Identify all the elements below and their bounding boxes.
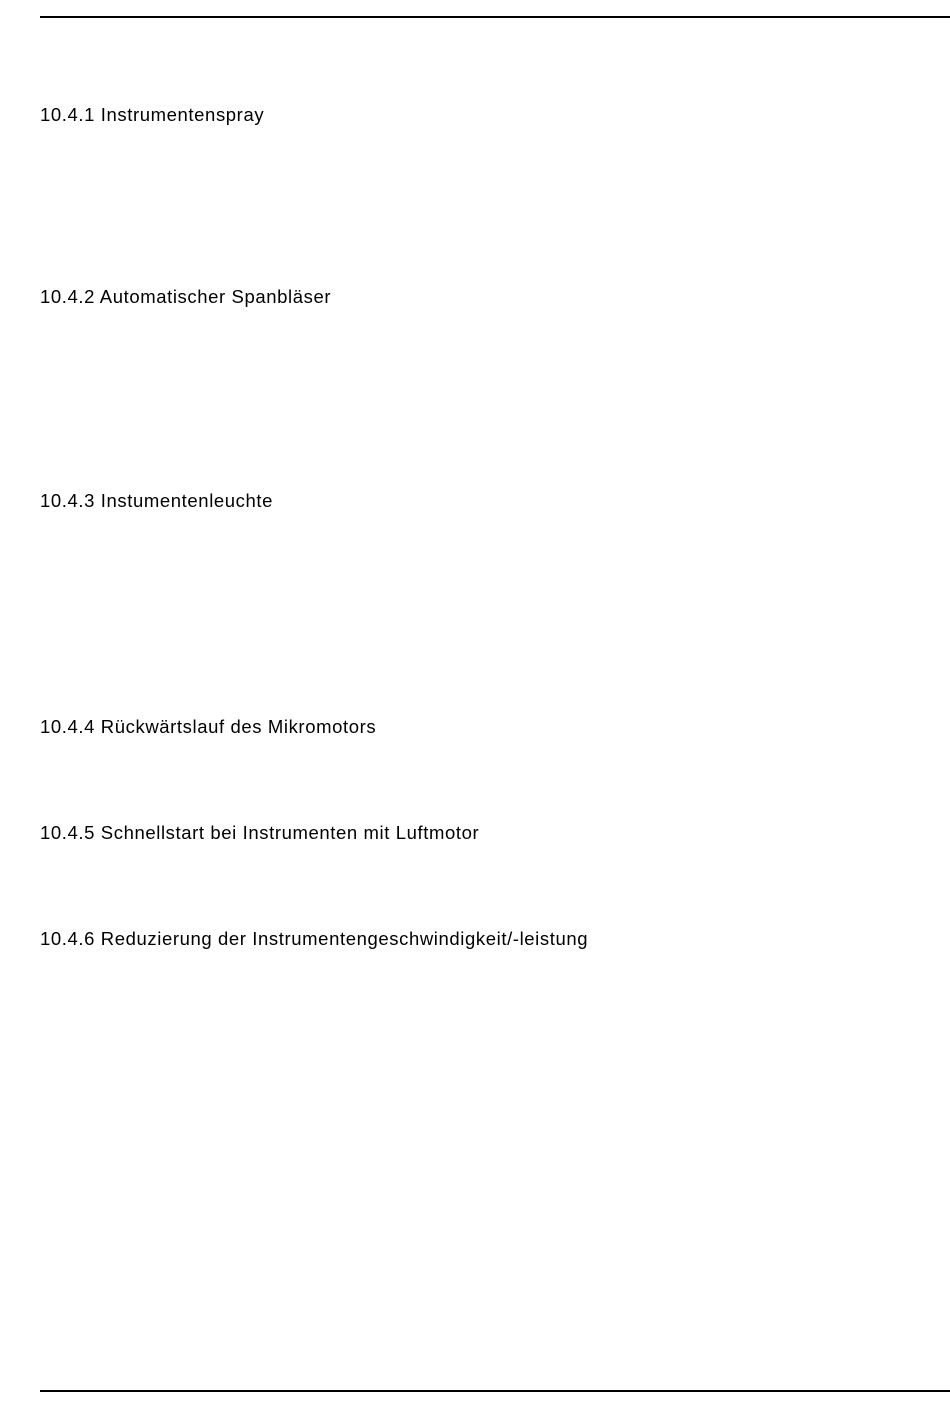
section-heading-10-4-5: 10.4.5 Schnellstart bei Instrumenten mit Luftmotor (40, 822, 480, 843)
section-heading-10-4-3: 10.4.3 Instumentenleuchte (40, 490, 274, 511)
header-rule (40, 16, 950, 18)
footer-rule (40, 1390, 950, 1392)
section-heading-10-4-4: 10.4.4 Rückwärtslauf des Mikromotors (40, 716, 377, 737)
section-heading-10-4-2: 10.4.2 Automatischer Spanbläser (40, 286, 332, 307)
section-heading-10-4-6: 10.4.6 Reduzierung der Instrumentengeschwindigkeit/-leistung (40, 928, 589, 949)
section-heading-10-4-1: 10.4.1 Instrumentenspray (40, 104, 265, 125)
